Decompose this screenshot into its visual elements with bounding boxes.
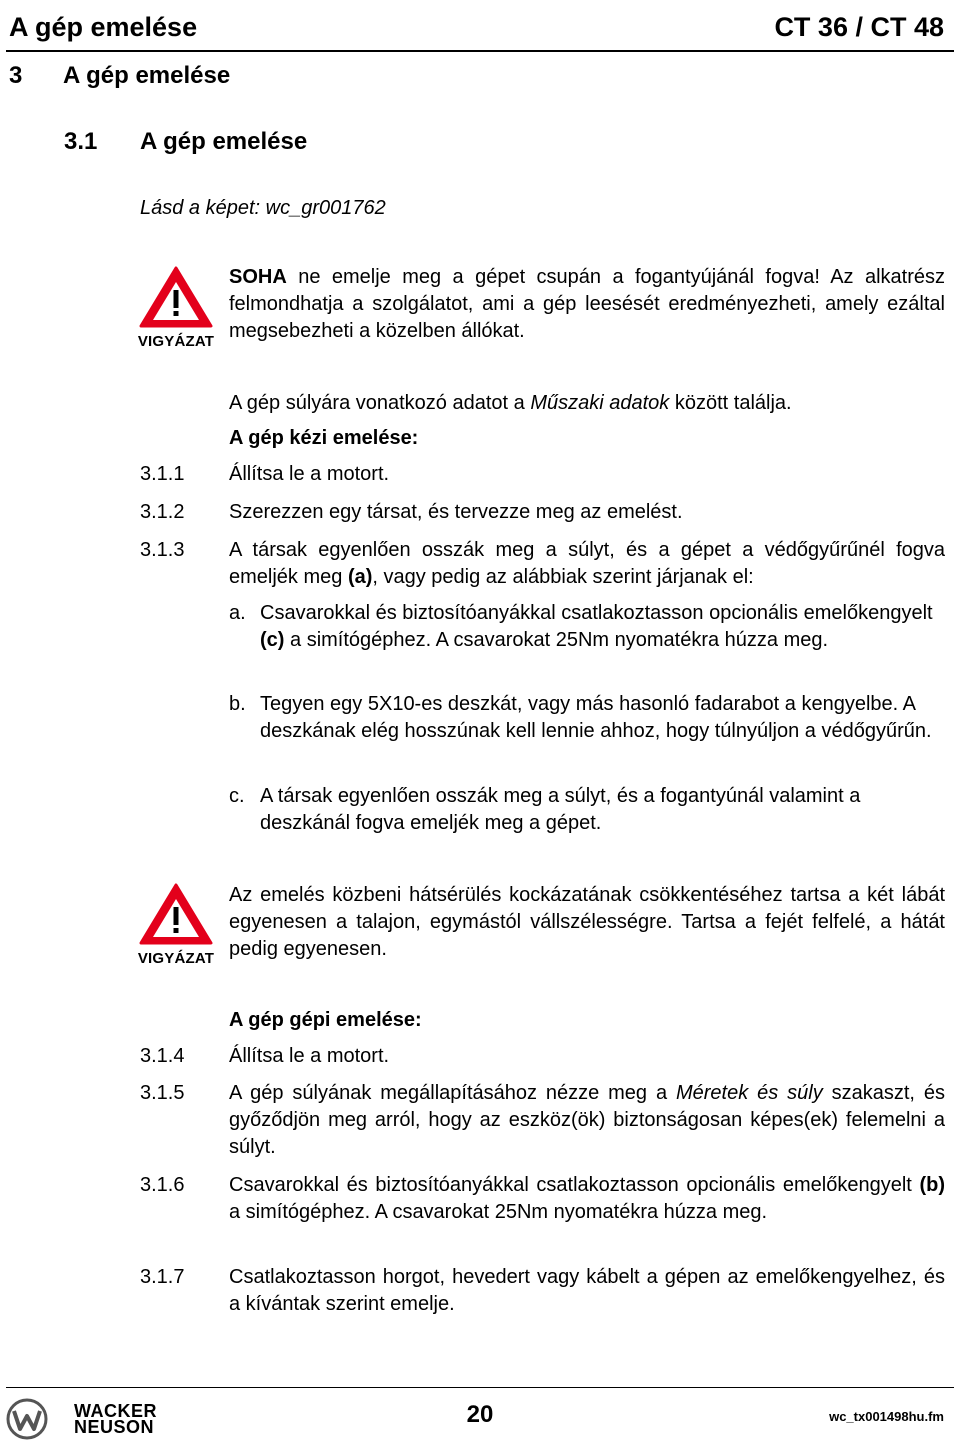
substep-letter: a. [229, 602, 246, 624]
warning-triangle-icon [138, 265, 214, 329]
substep-letter: b. [229, 693, 246, 715]
step-text [229, 1080, 945, 1161]
warning-triangle-icon [138, 882, 214, 946]
weight-note [229, 390, 945, 417]
step-text: Állítsa le a motort. [229, 463, 390, 485]
warning-text-1 [229, 264, 945, 345]
step-number: 3.1.6 [140, 1174, 185, 1196]
substep-text-pre: Csavarokkal és biztosítóanyákkal csatlakoztasson opcionális emelőkengyelt [260, 602, 933, 624]
weight-note-link: Műszaki adatok [530, 392, 670, 414]
step-text: Csatlakoztasson horgot, hevedert vagy kábelt a gépen az emelőkengyelhez, és a kívántak szerint emelje. [229, 1266, 945, 1315]
warning-body: ne emelje meg a gépet csupán a fogantyújánál fogva! Az alkatrész felmondhatja a szolgálatot, ami a gép leesését eredményezheti, amely ezáltal megsebezheti a közelben állókat. [229, 266, 945, 342]
section-number: 3 [9, 62, 23, 89]
step-number: 3.1.1 [140, 463, 185, 485]
step-number: 3.1.7 [140, 1266, 185, 1288]
subsection-heading [64, 128, 307, 156]
warning-emphasis: SOHA [229, 266, 287, 288]
step-text-post: szakaszt, és győződjön meg arról, hogy az eszköz(ök) biztonságosan képes(ek) felemelni a súlyt. [229, 1082, 945, 1158]
step-text: Állítsa le a motort. [229, 1045, 390, 1067]
subsection-title: A gép emelése [140, 128, 308, 155]
step-number: 3.1.4 [140, 1045, 185, 1067]
step-text [229, 1172, 945, 1226]
footer-divider [6, 1387, 954, 1388]
substep-ref: (c) [260, 629, 285, 651]
see-image-reference: Lásd a képet: wc_gr001762 [140, 197, 386, 219]
file-id: wc_tx001498hu.fm [829, 1409, 944, 1424]
section-title: A gép emelése [63, 62, 231, 89]
machine-lifting-heading: A gép gépi emelése: [229, 1009, 422, 1031]
weight-note-post: között találja. [669, 392, 792, 414]
step-ref: (a) [347, 566, 373, 588]
weight-note-pre: A gép súlyára vonatkozó adatot a [229, 392, 531, 414]
step-text [229, 537, 945, 591]
step-ref: (b) [919, 1174, 945, 1196]
header-model: CT 36 / CT 48 [774, 12, 944, 42]
warning-symbol-1 [133, 265, 219, 350]
brand-line-2: NEUSON [74, 1417, 155, 1437]
step-number: 3.1.2 [140, 501, 185, 523]
manual-lifting-heading: A gép kézi emelése: [229, 427, 419, 449]
substep-text [260, 600, 945, 654]
warning-label: VIGYÁZAT [137, 333, 215, 350]
warning-symbol-2 [133, 882, 219, 967]
step-text: Szerezzen egy társat, és tervezze meg az emelést. [229, 501, 683, 523]
header-divider [6, 50, 954, 52]
step-text-pre: A társak egyenlően osszák meg a súlyt, és a gépet a védőgyűrűnél fogva emeljék meg [229, 539, 945, 588]
step-text-post: a simítógéphez. A csavarokat 25Nm nyomatékra húzza meg. [229, 1201, 768, 1223]
step-number: 3.1.3 [140, 539, 185, 561]
warning-label: VIGYÁZAT [137, 950, 215, 967]
step-number: 3.1.5 [140, 1082, 185, 1104]
header-title: A gép emelése [9, 12, 198, 42]
substep [229, 691, 945, 745]
warning-text-2: Az emelés közbeni hátsérülés kockázatának csökkentéséhez tartsa a két lábát egyenesen a talajon, egymástól vállszélességre. Tartsa a fejét felfelé, a hátát pedig egyenesen. [229, 884, 945, 960]
step-text-pre: Csavarokkal és biztosítóanyákkal csatlakoztasson opcionális emelőkengyelt [229, 1174, 920, 1196]
step-text-pre: A gép súlyának megállapításához nézze meg a [229, 1082, 676, 1104]
substep [229, 783, 945, 837]
subsection-number: 3.1 [64, 128, 98, 155]
section-heading [9, 62, 230, 90]
step-text-post: , vagy pedig az alábbiak szerint járjanak el: [372, 566, 754, 588]
substep-text: A társak egyenlően osszák meg a súlyt, és a fogantyúnál valamint a deszkánál fogva emeljék meg a gépet. [260, 785, 861, 834]
substep-text: Tegyen egy 5X10-es deszkát, vagy más hasonló fadarabot a kengyelbe. A deszkának elég hosszúnak kell lennie ahhoz, hogy túlnyúljon a védőgyűrűn. [260, 693, 932, 742]
brand-line-1: WACKER [74, 1401, 157, 1421]
substep-letter: c. [229, 785, 245, 807]
step-link: Méretek és súly [675, 1082, 823, 1104]
page-number: 20 [466, 1401, 494, 1428]
substep-text-post: a simítógéphez. A csavarokat 25Nm nyomatékra húzza meg. [284, 629, 829, 651]
substep [229, 600, 945, 654]
